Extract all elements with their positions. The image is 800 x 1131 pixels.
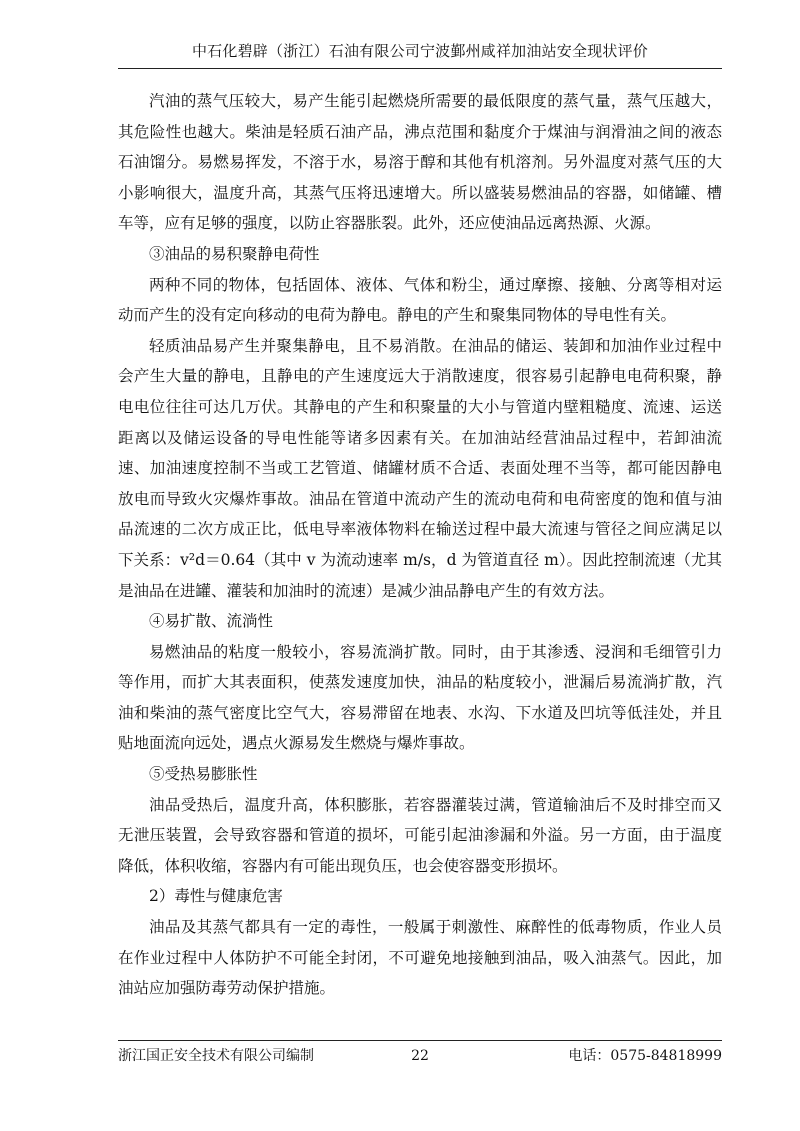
page-footer <box>118 1046 722 1066</box>
heading-static-charge: ③油品的易积聚静电荷性 <box>149 244 320 263</box>
page-number: 22 <box>411 1048 429 1064</box>
heading-diffusion: ④易扩散、流淌性 <box>149 612 274 631</box>
footer-phone: 电话：0575-84818999 <box>568 1048 722 1064</box>
paragraph-static-accumulation: 轻质油品易产生并聚集静电，且不易消散。在油品的储运、装卸和加油作业过程中会产生大量的静电，且静电的产生速度远大于消散速度，很容易引起静电电荷积聚，静电电位往往可达几万伏。其静电的产生和积聚量的大小与管道内壁粗糙度、流速、运送距离以及储运设备的导电性能等诸多因素有关。在加油站经营油品过程中，若卸油流速、加油速度控制不当或工艺管道、储罐材质不合适、表面处理不当等，都可能因静电放电而导致火灾爆炸事故。油品在管道中流动产生的流动电荷和电荷密度的饱和值与油品流速的二次方成正比，低电导率液体物料在输送过程中最大流速与管径之间应满足以下关系：v²d＝0.64（其中 v 为流动速率 m/s，d 为管道直径 m）。因此控制流速（尤其是油品在进罐、灌装和加油时的流速）是减少油品静电产生的有效方法。 <box>118 336 722 600</box>
paragraph-thermal-expansion: 油品受热后，温度升高，体积膨胀，若容器灌装过满，管道输油后不及时排空而又无泄压装置，会导致容器和管道的损坏，可能引起油渗漏和外溢。另一方面，由于温度降低，体积收缩，容器内有可能出现负压，也会使容器变形损坏。 <box>118 795 722 875</box>
document-body <box>118 86 722 1004</box>
header-divider <box>118 68 722 69</box>
paragraph-static-definition: 两种不同的物体，包括固体、液体、气体和粉尘，通过摩擦、接触、分离等相对运动而产生的没有定向移动的电荷为静电。静电的产生和聚集同物体的导电性有关。 <box>118 275 722 325</box>
footer-company: 浙江国正安全技术有限公司编制 <box>118 1048 314 1064</box>
paragraph-gasoline-vapor: 汽油的蒸气压较大，易产生能引起燃烧所需要的最低限度的蒸气量，蒸气压越大，其危险性也越大。柴油是轻质石油产品，沸点范围和黏度介于煤油与润滑油之间的液态石油馏分。易燃易挥发，不溶于水，易溶于醇和其他有机溶剂。另外温度对蒸气压的大小影响很大，温度升高，其蒸气压将迅速增大。所以盛装易燃油品的容器，如储罐、槽车等，应有足够的强度，以防止容器胀裂。此外，还应使油品远离热源、火源。 <box>118 92 722 233</box>
paragraph-toxicity: 油品及其蒸气都具有一定的毒性，一般属于刺激性、麻醉性的低毒物质，作业人员在作业过程中人体防护不可能全封闭，不可避免地接触到油品，吸入油蒸气。因此，加油站应加强防毒劳动保护措施。 <box>118 918 722 998</box>
page-header-title: 中石化碧辟（浙江）石油有限公司宁波鄞州咸祥加油站安全现状评价 <box>191 42 648 60</box>
heading-toxicity: 2）毒性与健康危害 <box>149 887 283 906</box>
footer-divider <box>118 1040 722 1041</box>
heading-thermal-expansion: ⑤受热易膨胀性 <box>149 765 258 784</box>
paragraph-diffusion: 易燃油品的粘度一般较小，容易流淌扩散。同时，由于其渗透、浸润和毛细管引力等作用，而扩大其表面积，使蒸发速度加快，油品的粘度较小，泄漏后易流淌扩散，汽油和柴油的蒸气密度比空气大，容易滞留在地表、水沟、下水道及凹坑等低洼处，并且贴地面流向远处，遇点火源易发生燃烧与爆炸事故。 <box>118 642 722 753</box>
